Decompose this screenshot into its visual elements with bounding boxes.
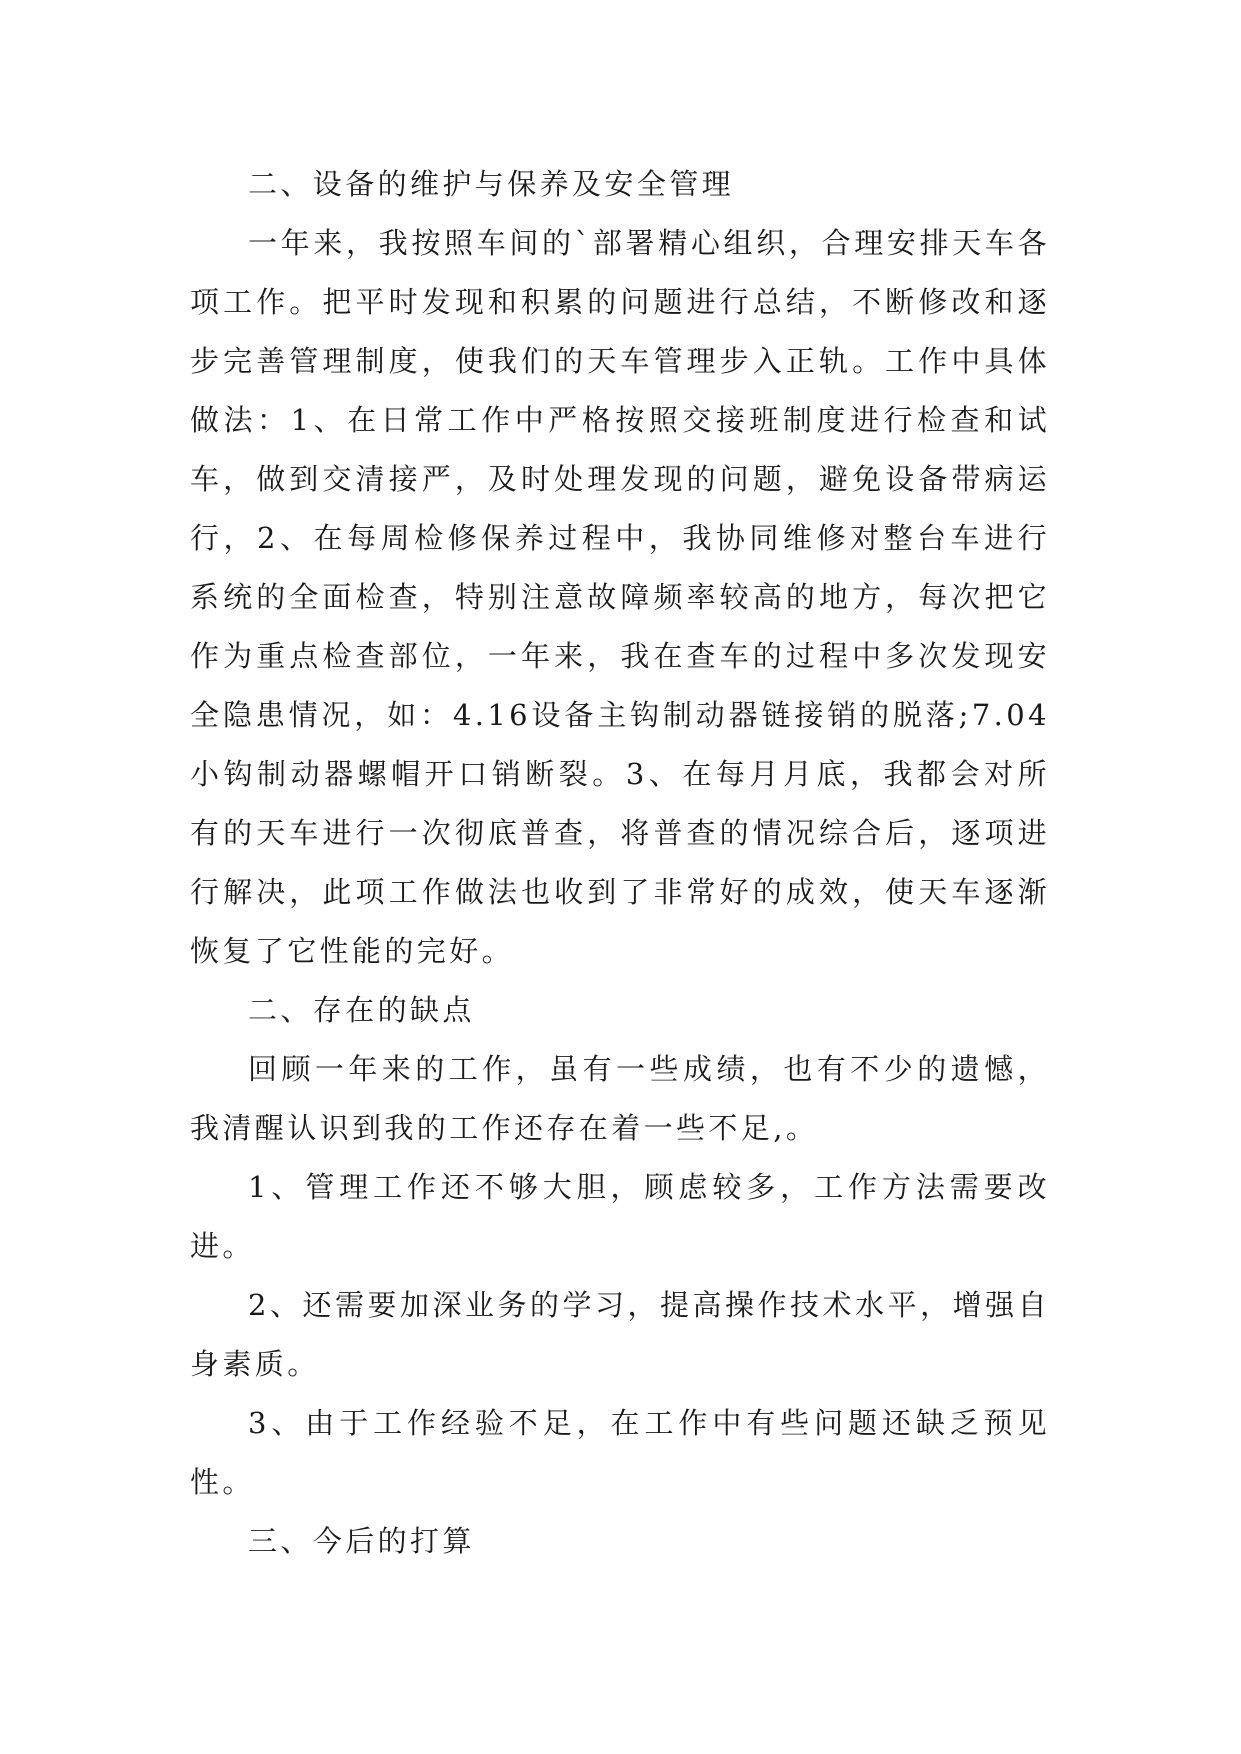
section-heading-future-plans: 三、今后的打算 (248, 1524, 475, 1558)
section-heading-shortcomings: 二、存在的缺点 (248, 993, 475, 1027)
section-heading-maintenance: 二、设备的维护与保养及安全管理 (248, 167, 735, 201)
document-body (190, 155, 1050, 1571)
list-item-shortcoming-2: 2、还需要加深业务的学习，提高操作技术水平，增强自身素质。 (190, 1288, 1050, 1381)
paragraph-maintenance-details: 一年来，我按照车间的`部署精心组织，合理安排天车各项工作。把平时发现和积累的问题进行总结，不断修改和逐步完善管理制度，使我们的天车管理步入正轨。工作中具体做法：1、在日常工作中严格按照交接班制度进行检查和试车，做到交清接严，及时处理发现的问题，避免设备带病运行，2、在每周检修保养过程中，我协同维修对整台车进行系统的全面检查，特别注意故障频率较高的地方，每次把它作为重点检查部位，一年来，我在查车的过程中多次发现安全隐患情况，如：4.16设备主钩制动器链接销的脱落;7.04小钩制动器螺帽开口销断裂。3、在每月月底，我都会对所有的天车进行一次彻底普查，将普查的情况综合后，逐项进行解决，此项工作做法也收到了非常好的成效，使天车逐渐恢复了它性能的完好。 (190, 226, 1050, 968)
paragraph-review: 回顾一年来的工作，虽有一些成绩，也有不少的遗憾，我清醒认识到我的工作还存在着一些不足,。 (190, 1052, 1050, 1145)
list-item-shortcoming-1: 1、管理工作还不够大胆，顾虑较多，工作方法需要改进。 (190, 1170, 1050, 1263)
list-item-shortcoming-3: 3、由于工作经验不足，在工作中有些问题还缺乏预见性。 (190, 1406, 1050, 1499)
